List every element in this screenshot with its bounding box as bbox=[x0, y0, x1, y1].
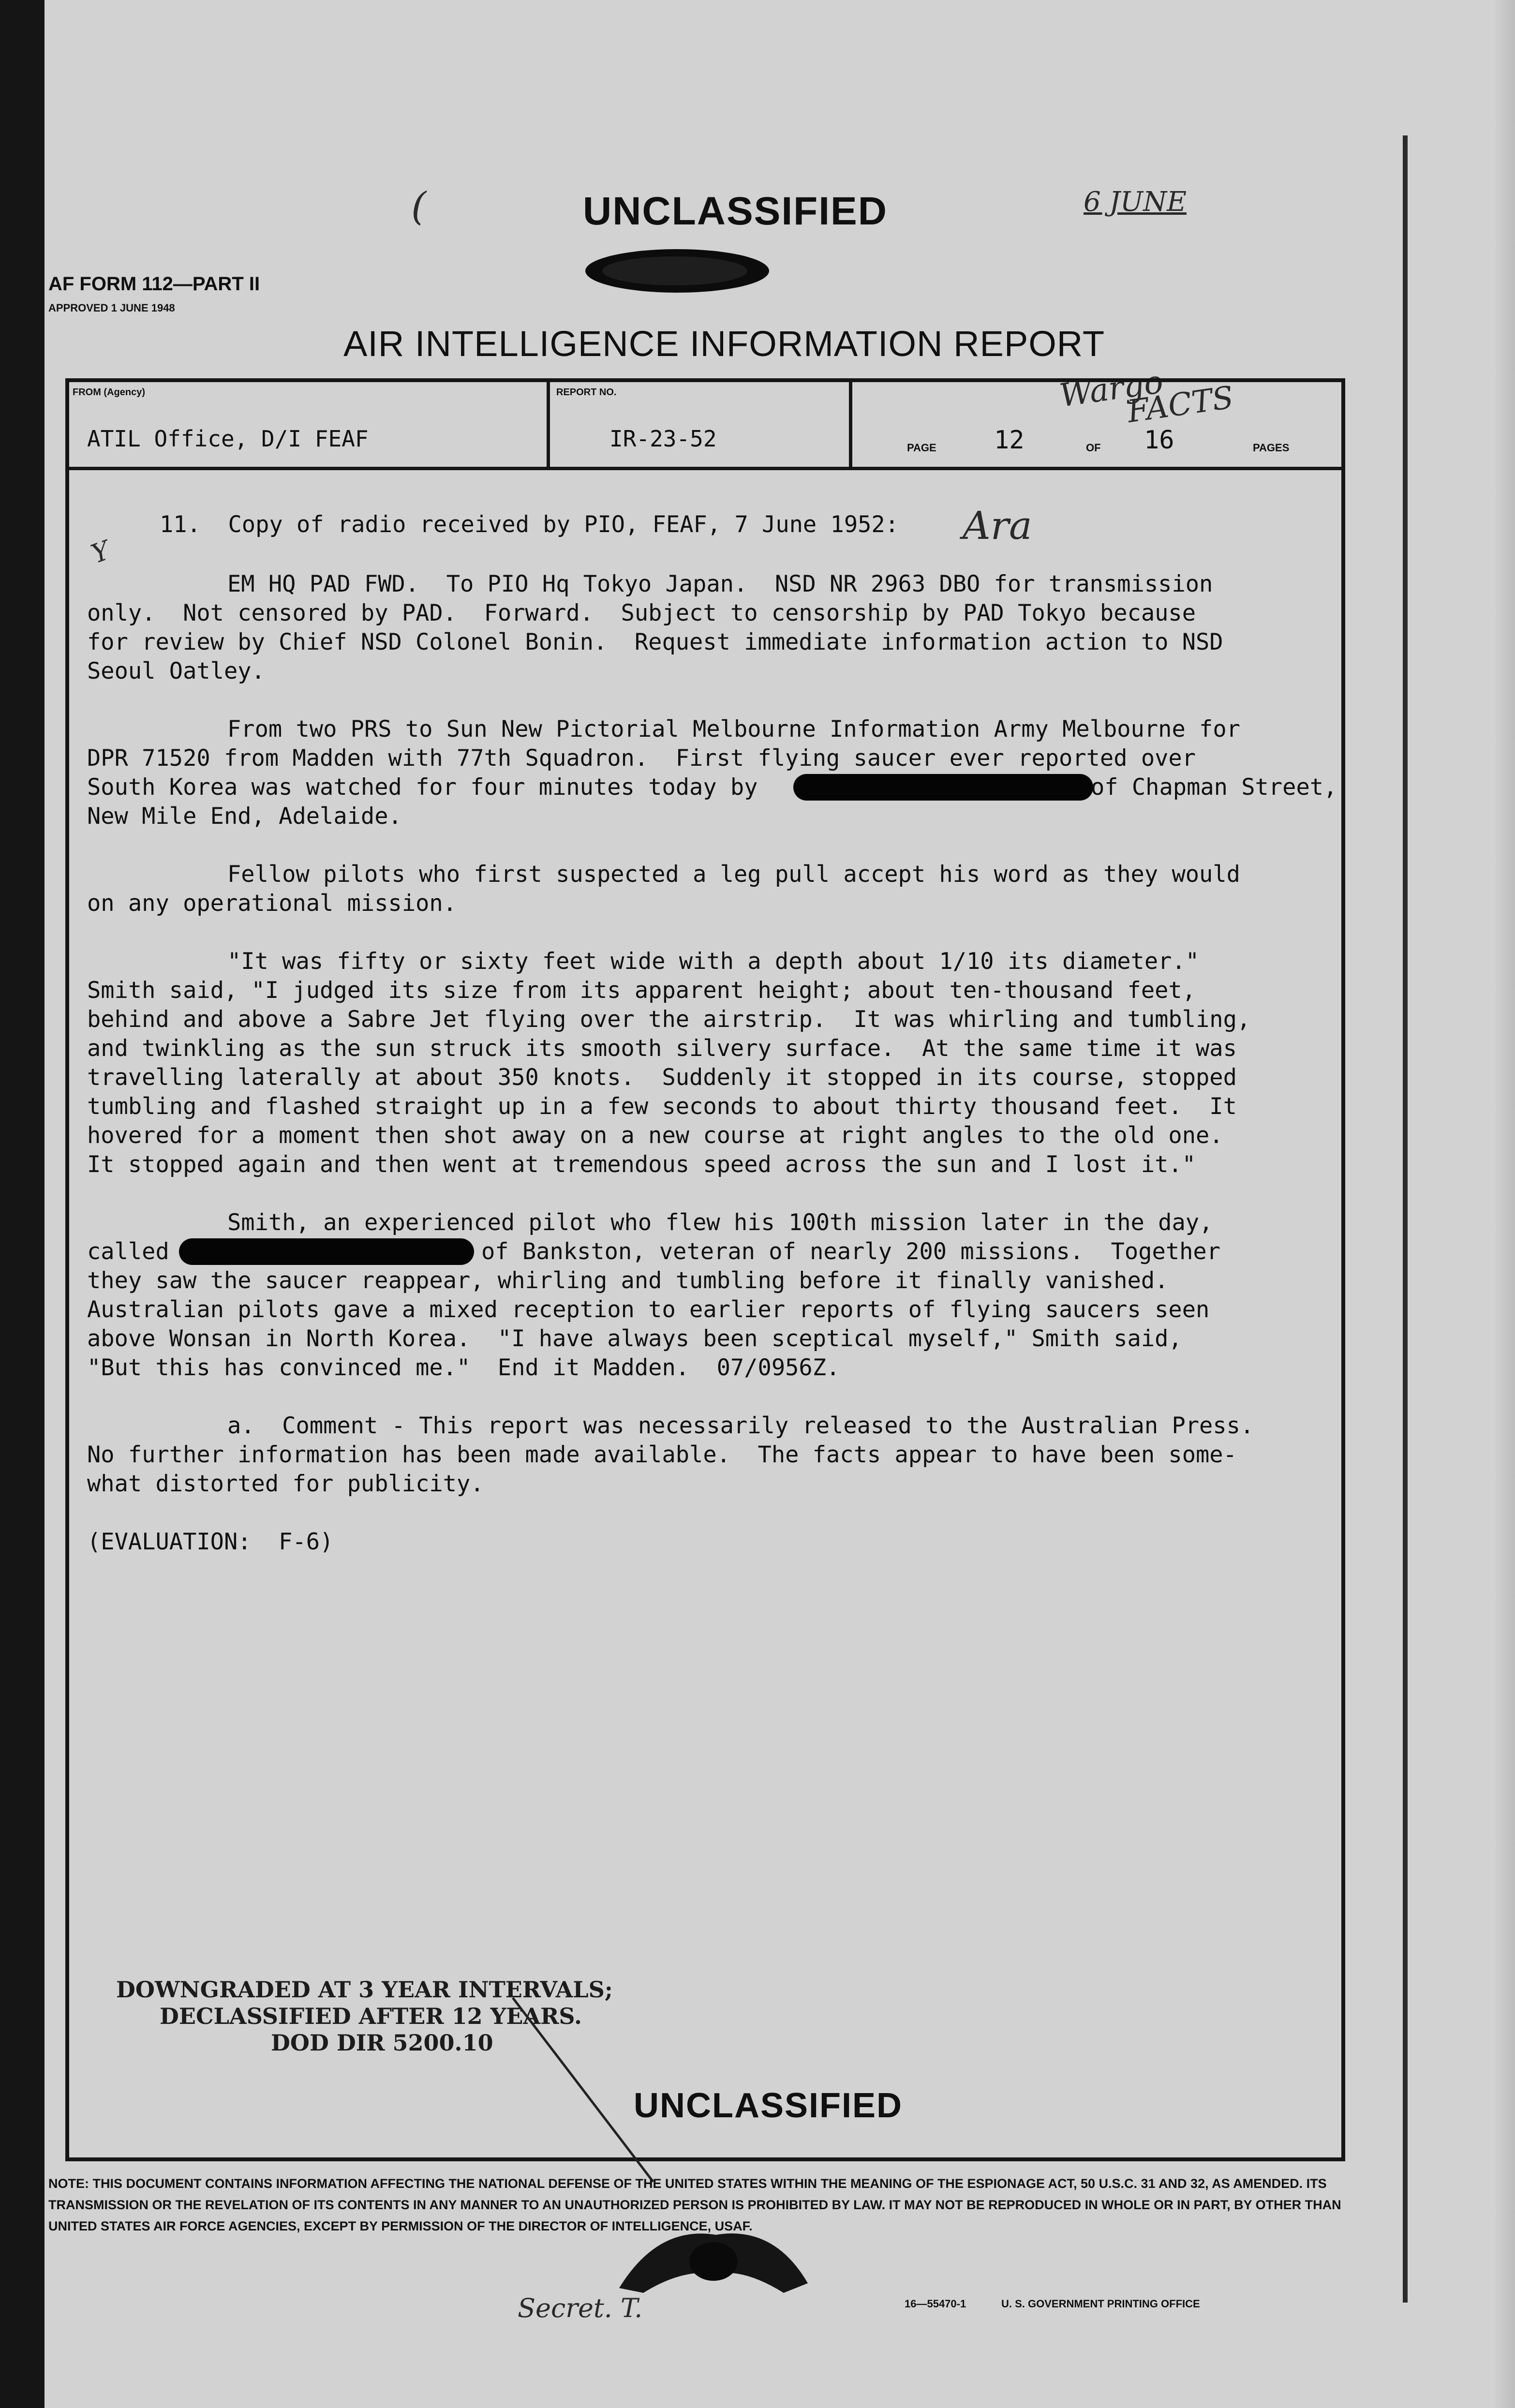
classification-stamp-top: UNCLASSIFIED bbox=[583, 189, 888, 233]
body-line: It stopped again and then went at tremendous speed across the sun and I lost it." bbox=[87, 1151, 1196, 1178]
body-line: behind and above a Sabre Jet flying over the airstrip. It was whirling and tumbling, bbox=[87, 1006, 1251, 1033]
body-line: Smith, an experienced pilot who flew his 100th mission later in the day, bbox=[227, 1209, 1213, 1236]
body-line: EM HQ PAD FWD. To PIO Hq Tokyo Japan. NSD NR 2963 DBO for transmission bbox=[227, 571, 1213, 597]
body-line: travelling laterally at about 350 knots. Suddenly it stopped in its course, stopped bbox=[87, 1064, 1237, 1091]
body-line: hovered for a moment then shot away on a new course at right angles to the old one. bbox=[87, 1122, 1223, 1149]
body-line: Australian pilots gave a mixed reception to earlier reports of flying saucers seen bbox=[87, 1296, 1210, 1323]
eagle-seal-stamp bbox=[573, 242, 776, 300]
espionage-act-notice: NOTE: THIS DOCUMENT CONTAINS INFORMATION AFFECTING THE NATIONAL DEFENSE OF THE UNITED STATES WITHIN THE MEANING OF THE ESPIONAGE ACT, 50 U.S.C. 31 AND 32, AS AMENDED. ITS TRANSMISSION OR THE REVELATION OF ITS CONTENTS IN ANY MANNER TO AN UNAUTHORIZED PERSON IS PROHIBITED BY LAW. IT MAY NOT BE REPRODUCED IN WHOLE OR IN PART, BY OTHER THAN UNITED STATES AIR FORCE AGENCIES, EXCEPT BY PERMISSION OF THE DIRECTOR OF INTELLIGENCE, USAF. bbox=[48, 2176, 1341, 2233]
body-line: only. Not censored by PAD. Forward. Subject to censorship by PAD Tokyo because bbox=[87, 600, 1196, 626]
gpo-imprint: U. S. GOVERNMENT PRINTING OFFICE bbox=[1001, 2298, 1200, 2310]
form-id: AF FORM 112—PART II bbox=[48, 273, 260, 295]
report-number-label: REPORT NO. bbox=[556, 387, 617, 398]
body-line: Seoul Oatley. bbox=[87, 658, 265, 684]
total-pages: 16 bbox=[1144, 426, 1174, 455]
handwritten-signature: Secret. T. bbox=[518, 2293, 643, 2323]
downgrade-stamp-line: DOD DIR 5200.10 bbox=[271, 2030, 493, 2056]
body-line: of Chapman Street, bbox=[1091, 774, 1337, 801]
body-line: above Wonsan in North Korea. "I have always been sceptical myself," Smith said, bbox=[87, 1325, 1182, 1352]
header-column-divider bbox=[547, 378, 550, 470]
body-line: No further information has been made available. The facts appear to have been some- bbox=[87, 1442, 1237, 1468]
page-right-rule bbox=[1403, 135, 1408, 2303]
handwritten-note: Wargo bbox=[1057, 363, 1166, 415]
body-line: what distorted for publicity. bbox=[87, 1471, 484, 1497]
redaction-bar bbox=[793, 774, 1093, 801]
scan-right-edge bbox=[1496, 0, 1515, 2408]
handwritten-facts: FACTS bbox=[1125, 380, 1236, 430]
downgrade-stamp-line: DECLASSIFIED AFTER 12 YEARS. bbox=[160, 2003, 582, 2029]
redaction-bar bbox=[179, 1238, 474, 1265]
body-line: on any operational mission. bbox=[87, 890, 457, 917]
print-code: 16—55470-1 bbox=[905, 2298, 966, 2310]
body-line: of Bankston, veteran of nearly 200 missions. Together bbox=[481, 1238, 1221, 1265]
evaluation: (EVALUATION: F-6) bbox=[87, 1529, 334, 1555]
classification-stamp-bottom: UNCLASSIFIED bbox=[634, 2086, 903, 2125]
form-approved-date: APPROVED 1 JUNE 1948 bbox=[48, 302, 175, 314]
header-divider bbox=[65, 467, 1345, 470]
body-line: for review by Chief NSD Colonel Bonin. Request immediate information action to NSD bbox=[87, 629, 1223, 655]
body-line: a. Comment - This report was necessarily released to the Australian Press. bbox=[227, 1412, 1254, 1439]
handwritten-initials: Ara bbox=[963, 503, 1032, 548]
body-line: Fellow pilots who first suspected a leg pull accept his word as they would bbox=[227, 861, 1240, 888]
pages-label: PAGES bbox=[1253, 442, 1290, 454]
page-number: 12 bbox=[994, 426, 1025, 455]
from-label: FROM (Agency) bbox=[73, 387, 145, 398]
body-line: From two PRS to Sun New Pictorial Melbourne Information Army Melbourne for bbox=[227, 716, 1240, 743]
body-line: they saw the saucer reappear, whirling and tumbling before it finally vanished. bbox=[87, 1267, 1169, 1294]
body-line: "But this has convinced me." End it Madden. 07/0956Z. bbox=[87, 1354, 840, 1381]
body-line: South Korea was watched for four minutes today by bbox=[87, 774, 758, 801]
from-value: ATIL Office, D/I FEAF bbox=[87, 426, 369, 452]
scan-left-edge bbox=[0, 0, 45, 2408]
report-title: AIR INTELLIGENCE INFORMATION REPORT bbox=[343, 324, 1105, 364]
body-line: tumbling and flashed straight up in a few seconds to about thirty thousand feet. It bbox=[87, 1093, 1237, 1120]
downgrade-stamp-line: DOWNGRADED AT 3 YEAR INTERVALS; bbox=[116, 1977, 613, 2003]
handwritten-mark: ( bbox=[411, 184, 427, 229]
paragraph-heading: 11. Copy of radio received by PIO, FEAF, 7 June 1952: bbox=[160, 511, 899, 538]
handwritten-date: 6 JUNE bbox=[1084, 186, 1187, 218]
report-number-value: IR-23-52 bbox=[609, 426, 717, 452]
body-line: and twinkling as the sun struck its smooth silvery surface. At the same time it was bbox=[87, 1035, 1237, 1062]
body-line: DPR 71520 from Madden with 77th Squadron. First flying saucer ever reported over bbox=[87, 745, 1196, 772]
body-line: called bbox=[87, 1238, 169, 1265]
of-label: OF bbox=[1086, 442, 1101, 454]
page-label: PAGE bbox=[907, 442, 936, 454]
header-column-divider bbox=[849, 378, 852, 470]
body-line: Smith said, "I judged its size from its apparent height; about ten-thousand feet, bbox=[87, 977, 1196, 1004]
body-line: New Mile End, Adelaide. bbox=[87, 803, 402, 830]
body-line: "It was fifty or sixty feet wide with a depth about 1/10 its diameter." bbox=[227, 948, 1200, 975]
handwritten-margin-mark: Y bbox=[87, 535, 114, 570]
